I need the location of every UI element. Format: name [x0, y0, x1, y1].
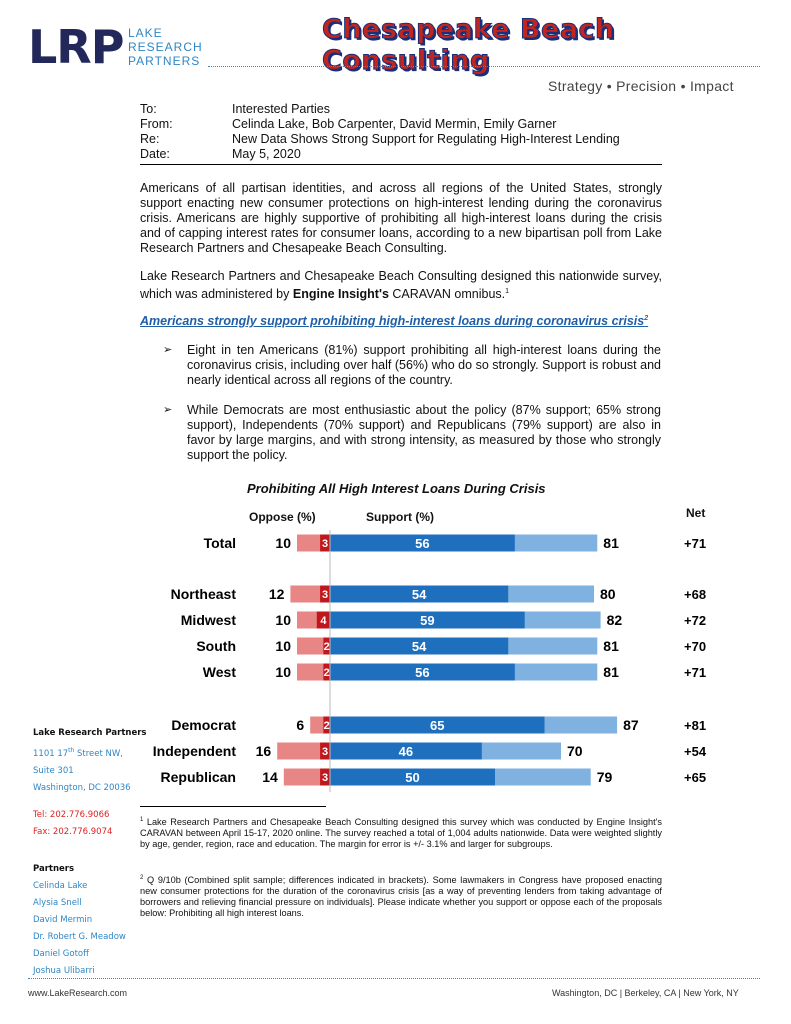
- partner-name: Celinda Lake: [33, 880, 88, 891]
- support-strong-label: 56: [415, 536, 430, 551]
- support-strong-label: 54: [411, 639, 427, 654]
- partner-name: Daniel Gotoff: [33, 948, 89, 959]
- net-label: +65: [684, 770, 707, 785]
- sidebar-address-2: Suite 301: [33, 765, 74, 776]
- footer-website-link[interactable]: www.LakeResearch.com: [28, 988, 128, 998]
- sidebar-fax: Fax: 202.776.9074: [33, 826, 113, 837]
- memo-date-label: Date:: [140, 147, 170, 161]
- row-label: Democrat: [171, 717, 236, 733]
- oppose-total-label: 6: [296, 717, 305, 733]
- footnote-1-marker: 1: [140, 817, 144, 823]
- footnote-1-text: Lake Research Partners and Chesapeake Beach Consulting designed this survey which was conducted by Engine Insight's CARAVAN between April 15-17, 2020 online. The survey reached a total of 1,004 adults nationwide. Data were weighted slightly by age, gender, region, race and education. The margin for error is +/- 3.1% and larger for subgroups.: [140, 817, 662, 850]
- memo-re: New Data Shows Strong Support for Regulating High-Interest Lending: [232, 132, 620, 146]
- row-label: Midwest: [180, 612, 236, 628]
- oppose-strong-label: 4: [320, 615, 327, 627]
- oppose-total-label: 12: [268, 586, 285, 602]
- memo-re-label: Re:: [140, 132, 160, 146]
- row-label: West: [202, 664, 236, 680]
- oppose-total-label: 14: [262, 769, 278, 785]
- partners-label: Partners: [33, 863, 75, 874]
- support-strong-label: 59: [420, 613, 435, 628]
- row-label: Total: [203, 535, 236, 551]
- support-header: Support (%): [366, 510, 434, 524]
- sidebar-tel: Tel: 202.776.9066: [33, 809, 110, 820]
- method-text-a: Lake Research Partners and Chesapeake Beach Consulting designed this nationwide survey, which was administered by: [140, 269, 662, 302]
- memo-from: Celinda Lake, Bob Carpenter, David Mermin, Emily Garner: [232, 117, 557, 131]
- row-label: Republican: [160, 769, 236, 785]
- support-strong-label: 65: [430, 718, 445, 733]
- partner-name: Alysia Snell: [33, 897, 82, 908]
- support-strong-label: 50: [405, 770, 420, 785]
- oppose-total-label: 16: [255, 743, 272, 759]
- oppose-header: Oppose (%): [249, 510, 316, 524]
- engine-insight: Engine Insight's: [292, 287, 389, 302]
- oppose-strong-label: 2: [323, 641, 330, 653]
- bullet-arrow-icon: ➢: [163, 344, 173, 356]
- sidebar-address-3: Washington, DC 20036: [33, 782, 131, 793]
- net-header: Net: [686, 506, 706, 520]
- tagline: Strategy • Precision • Impact: [548, 78, 734, 94]
- bullet-1-text: Eight in ten Americans (81%) support prohibiting all high-interest loans during the coronavirus crisis, including over half (56%) who do so strongly. Support is robust and nearly identical across all regions of the country.: [187, 343, 661, 387]
- chart-title: Prohibiting All High Interest Loans During Crisis: [247, 481, 546, 496]
- net-label: +54: [684, 744, 707, 759]
- support-total-label: 81: [603, 664, 619, 680]
- footnote-1: [140, 815, 662, 850]
- support-total-label: 87: [623, 717, 639, 733]
- net-label: +68: [684, 587, 707, 602]
- memo-date: May 5, 2020: [232, 147, 301, 161]
- bullet-2-text: While Democrats are most enthusiastic about the policy (87% support; 65% strong support), Independents (70% support) and Republicans (79% support) are also in favor by large margins, and with strong intensity, as measured by those who strongly support the policy.: [187, 403, 661, 462]
- row-label: Independent: [152, 743, 236, 759]
- footnote-2-text: Q 9/10b (Combined split sample; differences indicated in brackets). Some lawmakers in Congress have proposed enacting new consumer protections for the duration of the coronavirus crisis [as a way of preventing lenders from taking advantage of borrowers and relieving financial pressure on individuals]. Please indicate whether you support or oppose each of the proposals below: Prohibiting all high interest loans.: [140, 875, 662, 919]
- oppose-strong-label: 3: [321, 589, 329, 601]
- memo-to: Interested Parties: [232, 102, 330, 116]
- cbc-logo: Chesapeake Beach Consulting: [322, 14, 615, 76]
- partner-name: Joshua Ulibarri: [33, 965, 95, 976]
- lrp-logo: LRP: [28, 20, 124, 74]
- footnote-2: [140, 873, 662, 919]
- lrp-name-line: LAKE: [128, 26, 163, 40]
- addr-part: 1101 17: [33, 748, 69, 759]
- sidebar-contact: [33, 725, 146, 980]
- method-text-c: CARAVAN omnibus.: [388, 287, 506, 302]
- oppose-total-label: 10: [275, 535, 291, 551]
- support-total-label: 70: [567, 743, 583, 759]
- support-total-label: 81: [603, 638, 619, 654]
- support-strong-label: 56: [415, 665, 430, 680]
- oppose-strong-label: 3: [321, 772, 329, 784]
- footnote-2-marker: 2: [140, 875, 144, 881]
- footnote-ref-1: 1: [505, 288, 510, 295]
- net-label: +71: [684, 665, 707, 680]
- lrp-name-line: PARTNERS: [128, 54, 201, 68]
- oppose-strong-label: 2: [323, 720, 330, 732]
- footer-offices: Washington, DC | Berkeley, CA | New York, NY: [552, 988, 739, 998]
- lrp-name-line: RESEARCH: [128, 40, 203, 54]
- net-label: +72: [684, 613, 707, 628]
- support-total-label: 81: [603, 535, 619, 551]
- support-total-label: 79: [596, 769, 613, 785]
- section-heading-text: Americans strongly support prohibiting high-interest loans during coronavirus crisis: [140, 314, 645, 328]
- support-total-label: 80: [600, 586, 616, 602]
- bullet-arrow-icon: ➢: [163, 404, 173, 416]
- net-label: +71: [684, 536, 707, 551]
- memo-from-label: From:: [140, 117, 173, 131]
- oppose-strong-label: 2: [323, 667, 330, 679]
- footer-divider: [28, 978, 760, 979]
- support-strong-label: 54: [411, 587, 427, 602]
- oppose-total-label: 10: [275, 664, 291, 680]
- intro-paragraph: Americans of all partisan identities, and across all regions of the United States, strongly support enacting new consumer protections on high-interest lending during the coronavirus crisis. Americans are highly supportive of prohibiting all high-interest loans during the crisis and of capping interest rates for consumer loans, according to a new bipartisan poll from Lake Research Partners and Chesapeake Beach Consulting.: [140, 181, 662, 255]
- partner-name: Dr. Robert G. Meadow: [33, 931, 126, 942]
- footnote-ref-2: 2: [644, 314, 649, 322]
- addr-part: Street NW,: [74, 748, 124, 759]
- oppose-total-label: 10: [275, 612, 291, 628]
- oppose-strong-label: 3: [321, 538, 329, 550]
- sidebar-org: Lake Research Partners: [33, 728, 147, 738]
- addr-sup: th: [68, 747, 75, 754]
- memo-to-label: To:: [140, 102, 157, 116]
- oppose-total-label: 10: [275, 638, 291, 654]
- oppose-strong-label: 3: [321, 746, 329, 758]
- support-total-label: 82: [606, 612, 623, 628]
- footnote-divider: [140, 806, 326, 807]
- row-label: Northeast: [170, 586, 236, 602]
- sidebar-address-1: [33, 742, 146, 763]
- partner-name: David Mermin: [33, 914, 93, 925]
- support-strong-label: 46: [398, 744, 414, 759]
- row-label: South: [196, 638, 236, 654]
- net-label: +81: [684, 718, 707, 733]
- net-label: +70: [684, 639, 707, 654]
